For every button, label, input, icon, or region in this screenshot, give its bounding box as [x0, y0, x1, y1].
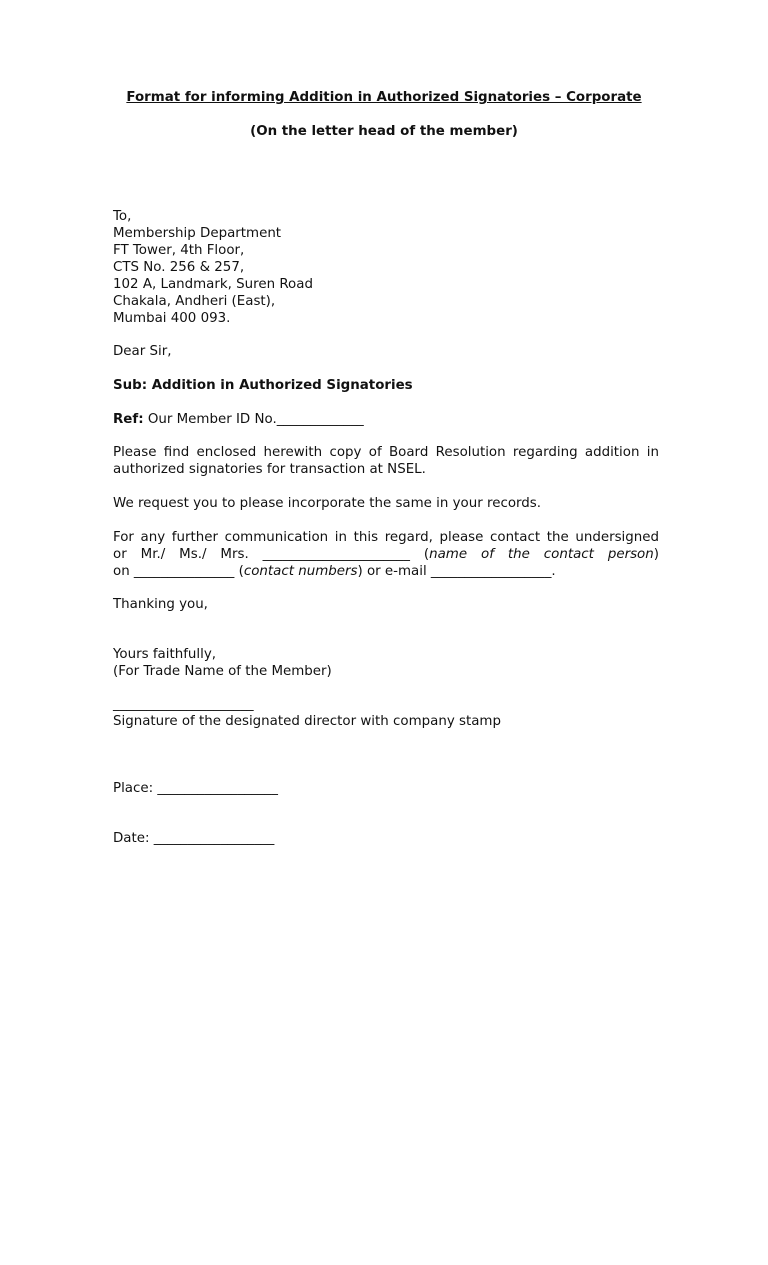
ref-text: Our Member ID No._____________: [143, 412, 364, 427]
thanking-line: Thanking you,: [113, 597, 208, 612]
document-title: Format for informing Addition in Authorized Signatories – Corporate: [126, 90, 642, 105]
signature-line: _____________________: [113, 697, 254, 712]
address-line: Membership Department: [113, 226, 282, 241]
contact-line-1: For any further communication in this regard, please contact the undersigned: [113, 530, 659, 545]
closing-text: Yours faithfully,: [113, 647, 217, 662]
address-to: To,: [113, 209, 132, 224]
address-line: Chakala, Andheri (East),: [113, 294, 276, 309]
address-line: 102 A, Landmark, Suren Road: [113, 277, 313, 292]
paragraph-contact: [113, 529, 659, 580]
salutation: Dear Sir,: [113, 344, 172, 359]
subject-line: Sub: Addition in Authorized Signatories: [113, 378, 413, 393]
for-trade-name: (For Trade Name of the Member): [113, 664, 332, 679]
signature-caption: Signature of the designated director with company stamp: [113, 714, 501, 729]
closing-block: [113, 646, 659, 680]
document-subtitle: (On the letter head of the member): [250, 124, 518, 139]
place-field: Place: __________________: [113, 781, 278, 796]
address-line: Mumbai 400 093.: [113, 311, 231, 326]
contact-line-2: or Mr./ Ms./ Mrs. ______________________ (name of the contact person): [113, 547, 659, 562]
ref-label: Ref:: [113, 412, 144, 427]
signature-block: [113, 696, 659, 730]
contact-line-3: on _______________ (contact numbers) or e-mail __________________.: [113, 564, 556, 579]
address-line: CTS No. 256 & 257,: [113, 260, 245, 275]
reference-line: [113, 411, 659, 428]
recipient-address: [113, 208, 659, 327]
address-line: FT Tower, 4th Floor,: [113, 243, 245, 258]
date-field: Date: __________________: [113, 831, 275, 846]
paragraph-board-resolution: Please find enclosed herewith copy of Board Resolution regarding addition in authorized signatories for transaction at NSEL.: [113, 445, 659, 477]
paragraph-request: We request you to please incorporate the same in your records.: [113, 496, 542, 511]
